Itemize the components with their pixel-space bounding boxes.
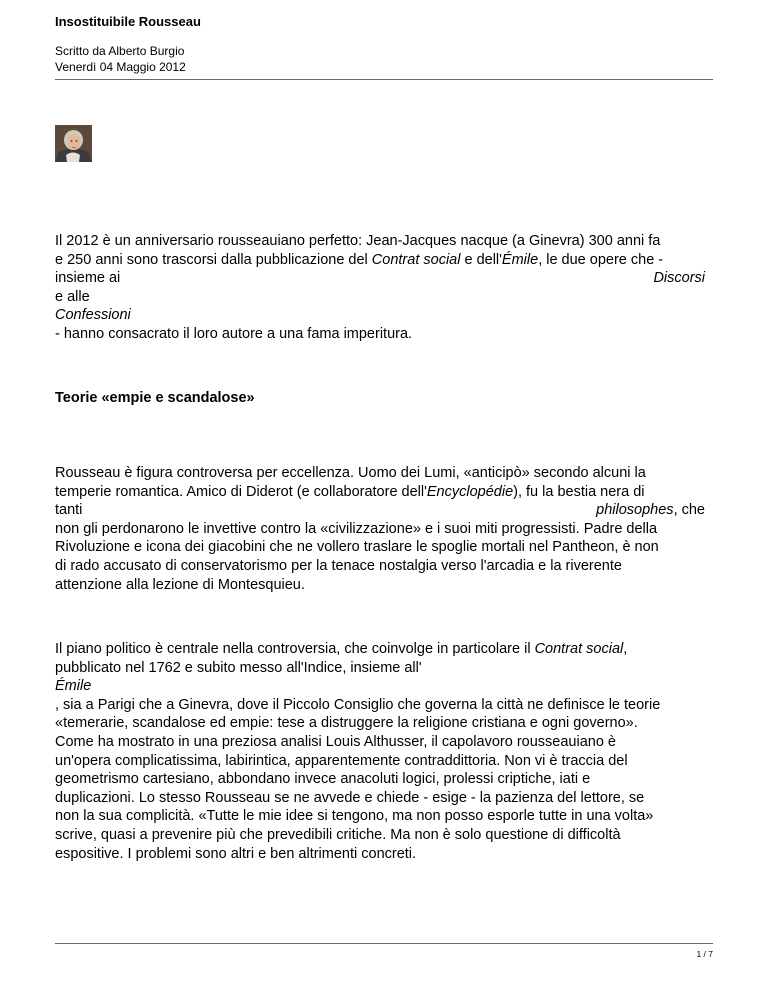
header-rule bbox=[55, 79, 713, 80]
title-emile: Émile bbox=[55, 678, 92, 695]
text-line: «temerarie, scandalose ed empie: tese a distruggere la religione cristiana e ogni governo». bbox=[55, 715, 638, 732]
paragraph-controversy bbox=[55, 464, 705, 594]
text-line: scrive, quasi a prevenire più che prevedibili critiche. Ma non è solo questione di difficoltà bbox=[55, 826, 621, 843]
title-contrat-social: Contrat social bbox=[534, 641, 624, 657]
text-line: un'opera complicatissima, labirintica, apparentemente contraddittoria. Non vi è traccia del bbox=[55, 752, 628, 769]
text-line: temperie romantica. Amico di Diderot (e collaboratore dell'Encyclopédie), fu la bestia nera di bbox=[55, 483, 645, 500]
text-line: e 250 anni sono trascorsi dalla pubblicazione del Contrat social e dell'Émile, le due opere che - bbox=[55, 251, 664, 268]
term-philosophes: philosophes bbox=[596, 502, 674, 519]
title-confessioni: Confessioni bbox=[55, 307, 131, 324]
text-line: , sia a Parigi che a Ginevra, dove il Piccolo Consiglio che governa la città ne definisce le teorie bbox=[55, 696, 661, 713]
title-encyclopedie: Encyclopédie bbox=[426, 483, 514, 500]
text-line: attenzione alla lezione di Montesquieu. bbox=[55, 576, 305, 593]
paragraph-politics bbox=[55, 640, 705, 863]
rousseau-portrait-image bbox=[55, 125, 92, 162]
text-line: Il piano politico è centrale nella controversia, che coinvolge in particolare il Contrat social, bbox=[55, 641, 628, 657]
title-discorsi: Discorsi bbox=[653, 270, 705, 287]
text-line: non la sua complicità. «Tutte le mie idee si tengono, ma non posso esporle tutte in una volta» bbox=[55, 808, 654, 825]
text-line: geometrismo cartesiano, abbondano invece anacoluti logici, prolessi criptiche, iati e bbox=[55, 771, 591, 788]
text-line: tanti philosophes, che bbox=[55, 502, 705, 519]
page-number: 1 / 7 bbox=[696, 949, 713, 959]
paragraph-intro bbox=[55, 232, 705, 344]
author-line: Scritto da Alberto Burgio bbox=[55, 44, 185, 58]
text-line: espositive. I problemi sono altri e ben altrimenti concreti. bbox=[55, 845, 417, 862]
text-line: insieme ai Discorsi bbox=[55, 270, 705, 287]
footer-rule bbox=[55, 943, 713, 944]
text-line: Come ha mostrato in una preziosa analisi Louis Althusser, il capolavoro rousseauiano è bbox=[55, 733, 616, 750]
text-line: Rousseau è figura controversa per eccellenza. Uomo dei Lumi, «anticipò» secondo alcuni la bbox=[55, 465, 646, 481]
text-line: di rado accusato di conservatorismo per la tenace nostalgia verso l'arcadia e la riverente bbox=[55, 557, 622, 574]
text-line: non gli perdonarono le invettive contro la «civilizzazione» e i suoi miti progressisti. Padre della bbox=[55, 520, 658, 537]
text-line: - hanno consacrato il loro autore a una fama imperitura. bbox=[55, 325, 413, 342]
date-line: Venerdì 04 Maggio 2012 bbox=[55, 60, 186, 74]
title-contrat-social: Contrat social bbox=[371, 251, 461, 268]
section-heading: Teorie «empie e scandalose» bbox=[55, 390, 255, 406]
text-line: Il 2012 è un anniversario rousseauiano perfetto: Jean-Jacques nacque (a Ginevra) 300 anni fa bbox=[55, 233, 661, 249]
text-line: duplicazioni. Lo stesso Rousseau se ne avvede e chiede - esige - la pazienza del lettore, se bbox=[55, 789, 645, 806]
title-emile: Émile bbox=[501, 251, 539, 268]
text-line: e alle bbox=[55, 288, 90, 305]
text-line: Rivoluzione e icona dei giacobini che ne vollero traslare le spoglie mortali nel Pantheon, è non bbox=[55, 539, 659, 556]
text-line: pubblicato nel 1762 e subito messo all'Indice, insieme all' bbox=[55, 659, 422, 676]
document-title: Insostituibile Rousseau bbox=[55, 14, 201, 29]
